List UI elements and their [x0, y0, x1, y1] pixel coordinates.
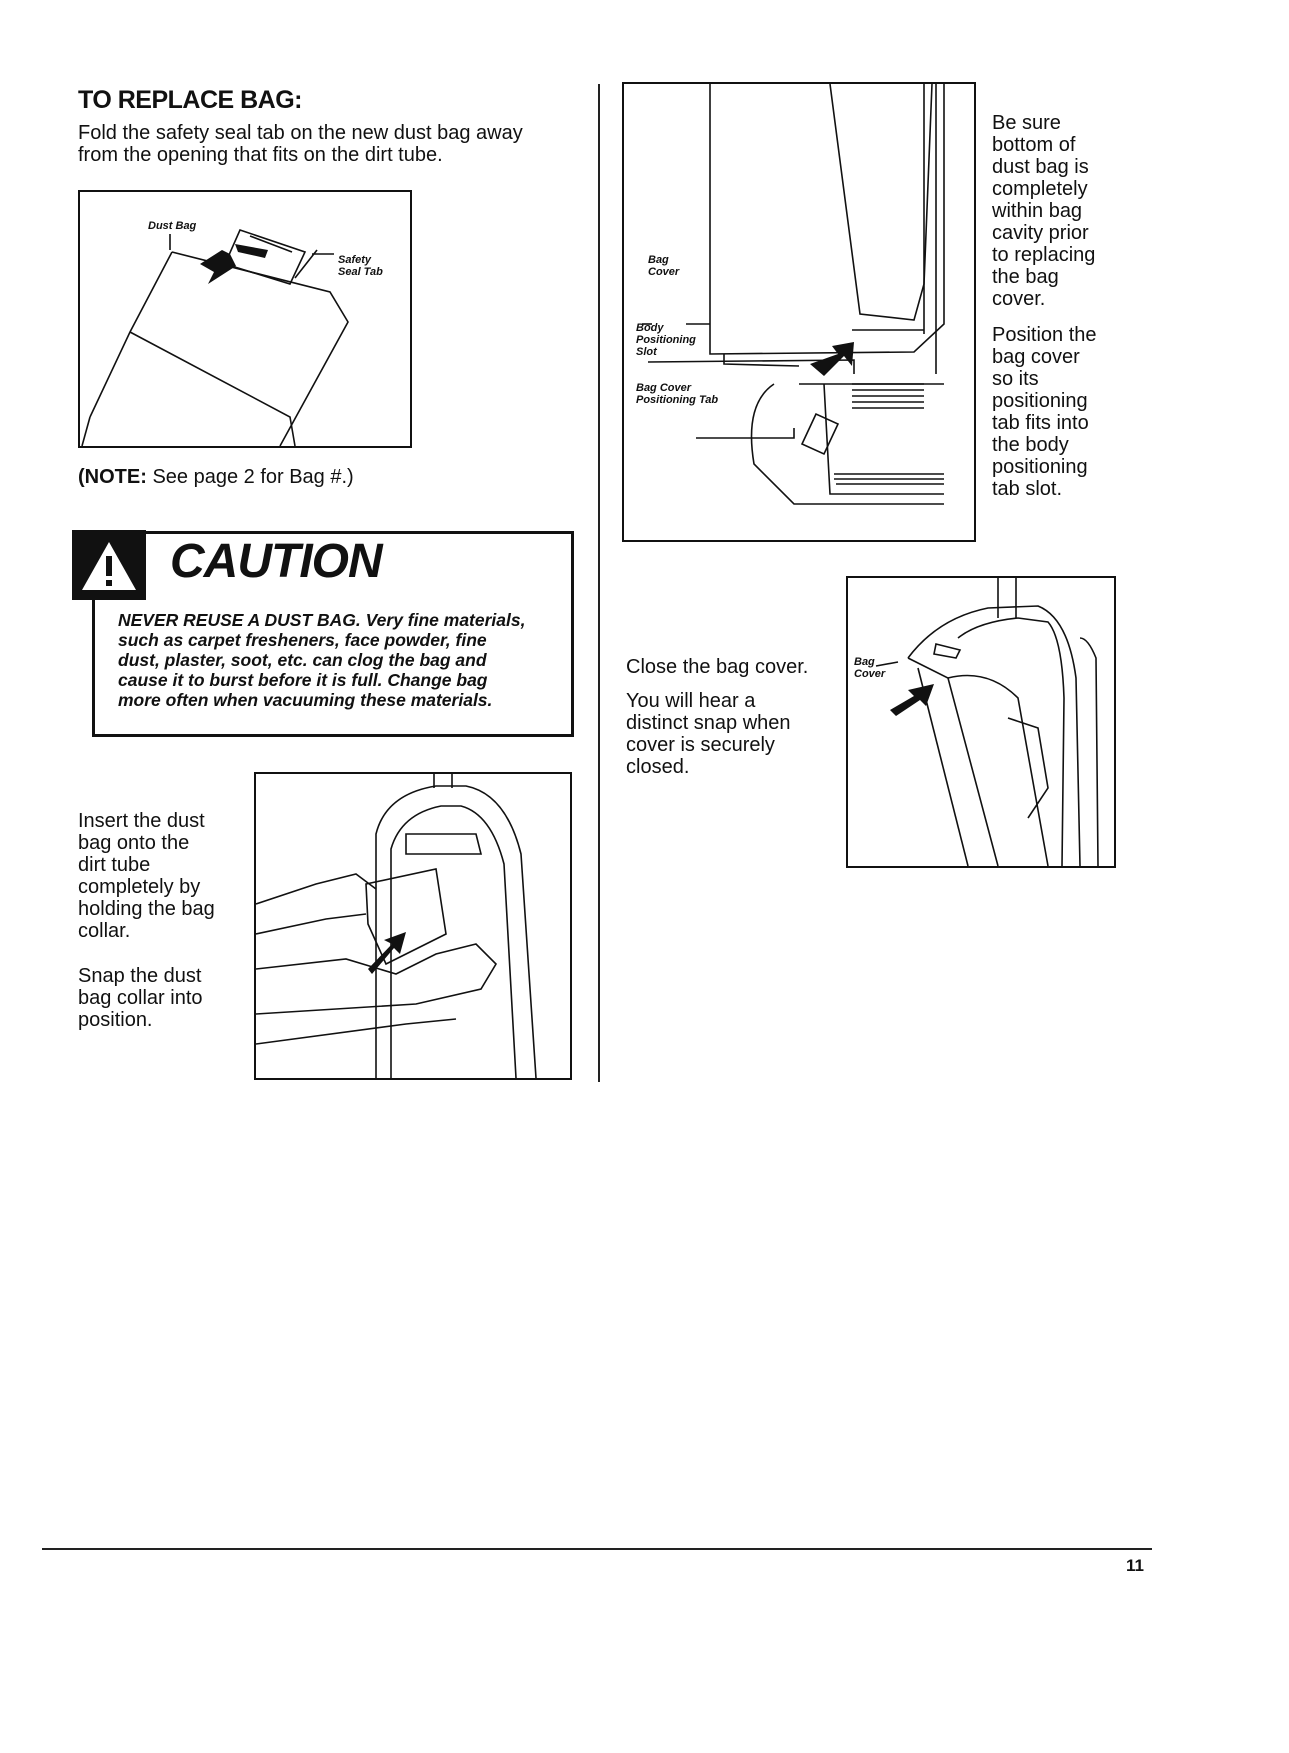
be-sure-instructions: Be sure bottom of dust bag is completely within bag cavity prior to replacing the bag cover. — [992, 112, 1096, 310]
figure-dust-bag — [78, 190, 412, 448]
caution-title: CAUTION — [170, 535, 382, 588]
column-divider — [598, 84, 600, 1082]
bag-cover-illustration — [624, 84, 974, 540]
page-number: 11 — [1126, 1556, 1144, 1575]
dust-bag-label: Dust Bag — [148, 220, 197, 232]
close-cover-instruction: Close the bag cover. — [626, 656, 809, 678]
close-cover-illustration — [848, 578, 1114, 866]
insert-instructions: Insert the dust bag onto the dirt tube completely by holding the bag collar. — [78, 810, 215, 942]
safety-seal-tab-label: Safety Seal Tab — [338, 254, 383, 278]
figure-close-bag-cover — [846, 576, 1116, 868]
bag-cover-label-bottom: Bag Cover — [854, 656, 886, 680]
note-text: (NOTE: See page 2 for Bag #.) — [78, 466, 354, 488]
warning-icon — [72, 530, 146, 600]
snap-instructions: Snap the dust bag collar into position. — [78, 965, 203, 1031]
insert-bag-illustration — [256, 774, 570, 1078]
footer-rule — [42, 1548, 1152, 1550]
caution-badge — [72, 530, 146, 600]
caution-text: NEVER REUSE A DUST BAG. Very fine materials, such as carpet fresheners, face powder, fine dust, plaster, soot, etc. can clog the bag and cause it to burst before it is full. Change bag more often when vacuuming these materials. — [118, 610, 526, 710]
dust-bag-illustration — [80, 192, 410, 446]
figure-insert-bag — [254, 772, 572, 1080]
position-instructions: Position the bag cover so its positioning tab fits into the body positioning tab slot. — [992, 324, 1097, 500]
body-positioning-slot-label: Body Positioning Slot — [636, 322, 696, 358]
page-heading: TO REPLACE BAG: — [78, 86, 302, 114]
bag-cover-label-top: Bag Cover — [648, 254, 680, 278]
snap-sound-instruction: You will hear a distinct snap when cover is securely closed. — [626, 690, 791, 778]
figure-bag-cover-position — [622, 82, 976, 542]
bag-cover-positioning-tab-label: Bag Cover Positioning Tab — [636, 382, 719, 406]
intro-paragraph: Fold the safety seal tab on the new dust bag away from the opening that fits on the dirt tube. — [78, 122, 523, 166]
